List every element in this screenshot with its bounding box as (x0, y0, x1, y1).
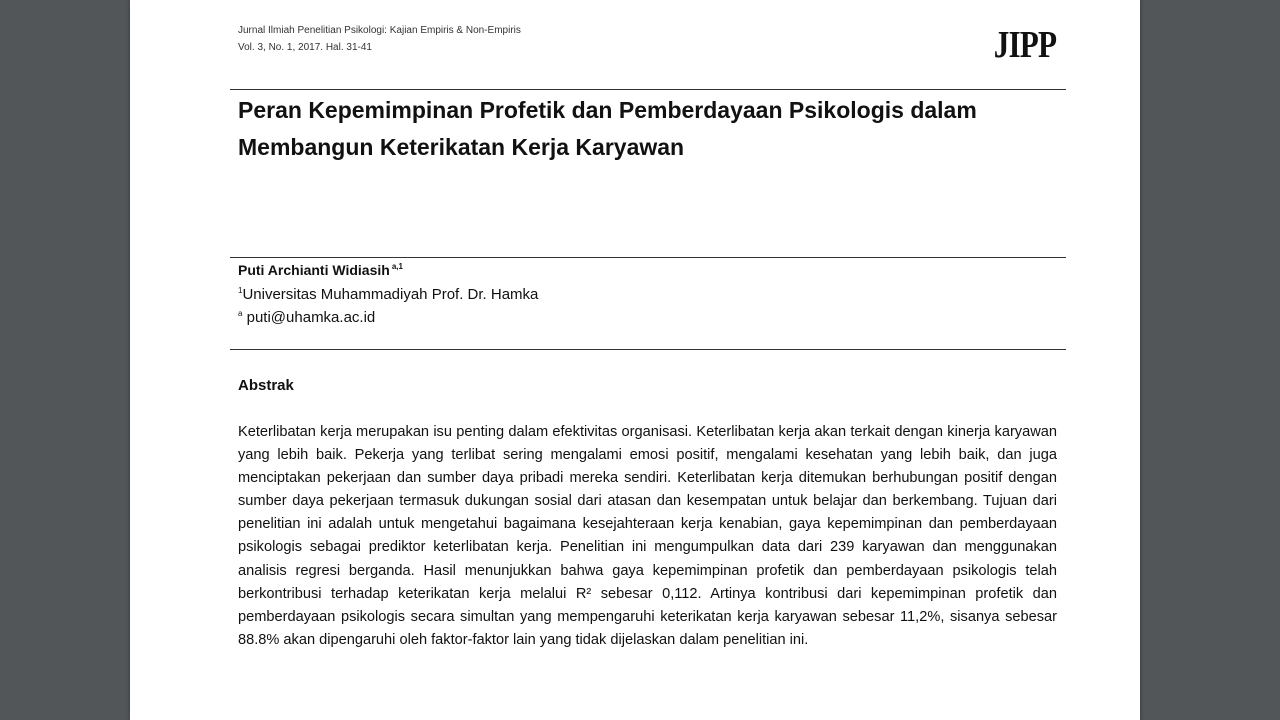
email-mark: a (238, 309, 243, 318)
author-divider (230, 349, 1066, 350)
author-email (238, 309, 375, 326)
document-page (130, 0, 1140, 720)
author-marks: a,1 (391, 262, 403, 271)
email-text: puti@uhamka.ac.id (246, 309, 376, 326)
author-name (238, 262, 403, 278)
author-affiliation (238, 286, 538, 303)
abstract-heading: Abstrak (238, 377, 294, 394)
author-name-text: Puti Archianti Widiasih (238, 262, 390, 278)
journal-logo: JIPP (993, 24, 1056, 66)
article-title: Peran Kepemimpinan Profetik dan Pemberdayaan Psikologis dalam Membangun Keterikatan Kerja Karyawan (238, 97, 977, 160)
abstract-text: Keterlibatan kerja merupakan isu penting dalam efektivitas organisasi. Keterlibatan kerja akan terkait dengan kinerja karyawan yang lebih baik. Pekerja yang terlibat sering mengalami emosi positif, mengalami kesehatan yang lebih baik, dan juga menciptakan pekerjaan dan sumber daya pribadi mereka sendiri. Keterlibatan kerja ditemukan berhubungan positif dengan sumber daya pekerjaan termasuk dukungan sosial dari atasan dan kesempatan untuk belajar dan berkembang. Tujuan dari penelitian ini adalah untuk mengetahui bagaimana kesejahteraan kerja kenabian, gaya kepemimpinan dan pemberdayaan psikologis sebagai prediktor keterlibatan kerja. Penelitian ini mengumpulkan data dari 239 karyawan dan menggunakan analisis regresi berganda. Hasil menunjukkan bahwa gaya kepemimpinan profetik dan pemberdayaan psikologis telah berkontribusi terhadap keterikatan kerja melalui R² sebesar 0,112. Artinya kontribusi dari kepemimpinan profetik dan pemberdayaan psikologis secara simultan yang mempengaruhi keterikatan kerja karyawan sebesar 11,2%, sisanya sebesar 88.8% akan dipengaruhi oleh faktor-faktor lain yang tidak dijelaskan dalam penelitian ini. (238, 424, 1057, 648)
journal-volume-info: Vol. 3, No. 1, 2017. Hal. 31-41 (238, 42, 372, 53)
journal-name: Jurnal Ilmiah Penelitian Psikologi: Kajian Empiris & Non-Empiris (238, 25, 521, 36)
header-divider (230, 89, 1066, 90)
affiliation-text: Universitas Muhammadiyah Prof. Dr. Hamka (242, 286, 539, 303)
title-divider (230, 257, 1066, 258)
affiliation-mark: 1 (238, 286, 243, 295)
